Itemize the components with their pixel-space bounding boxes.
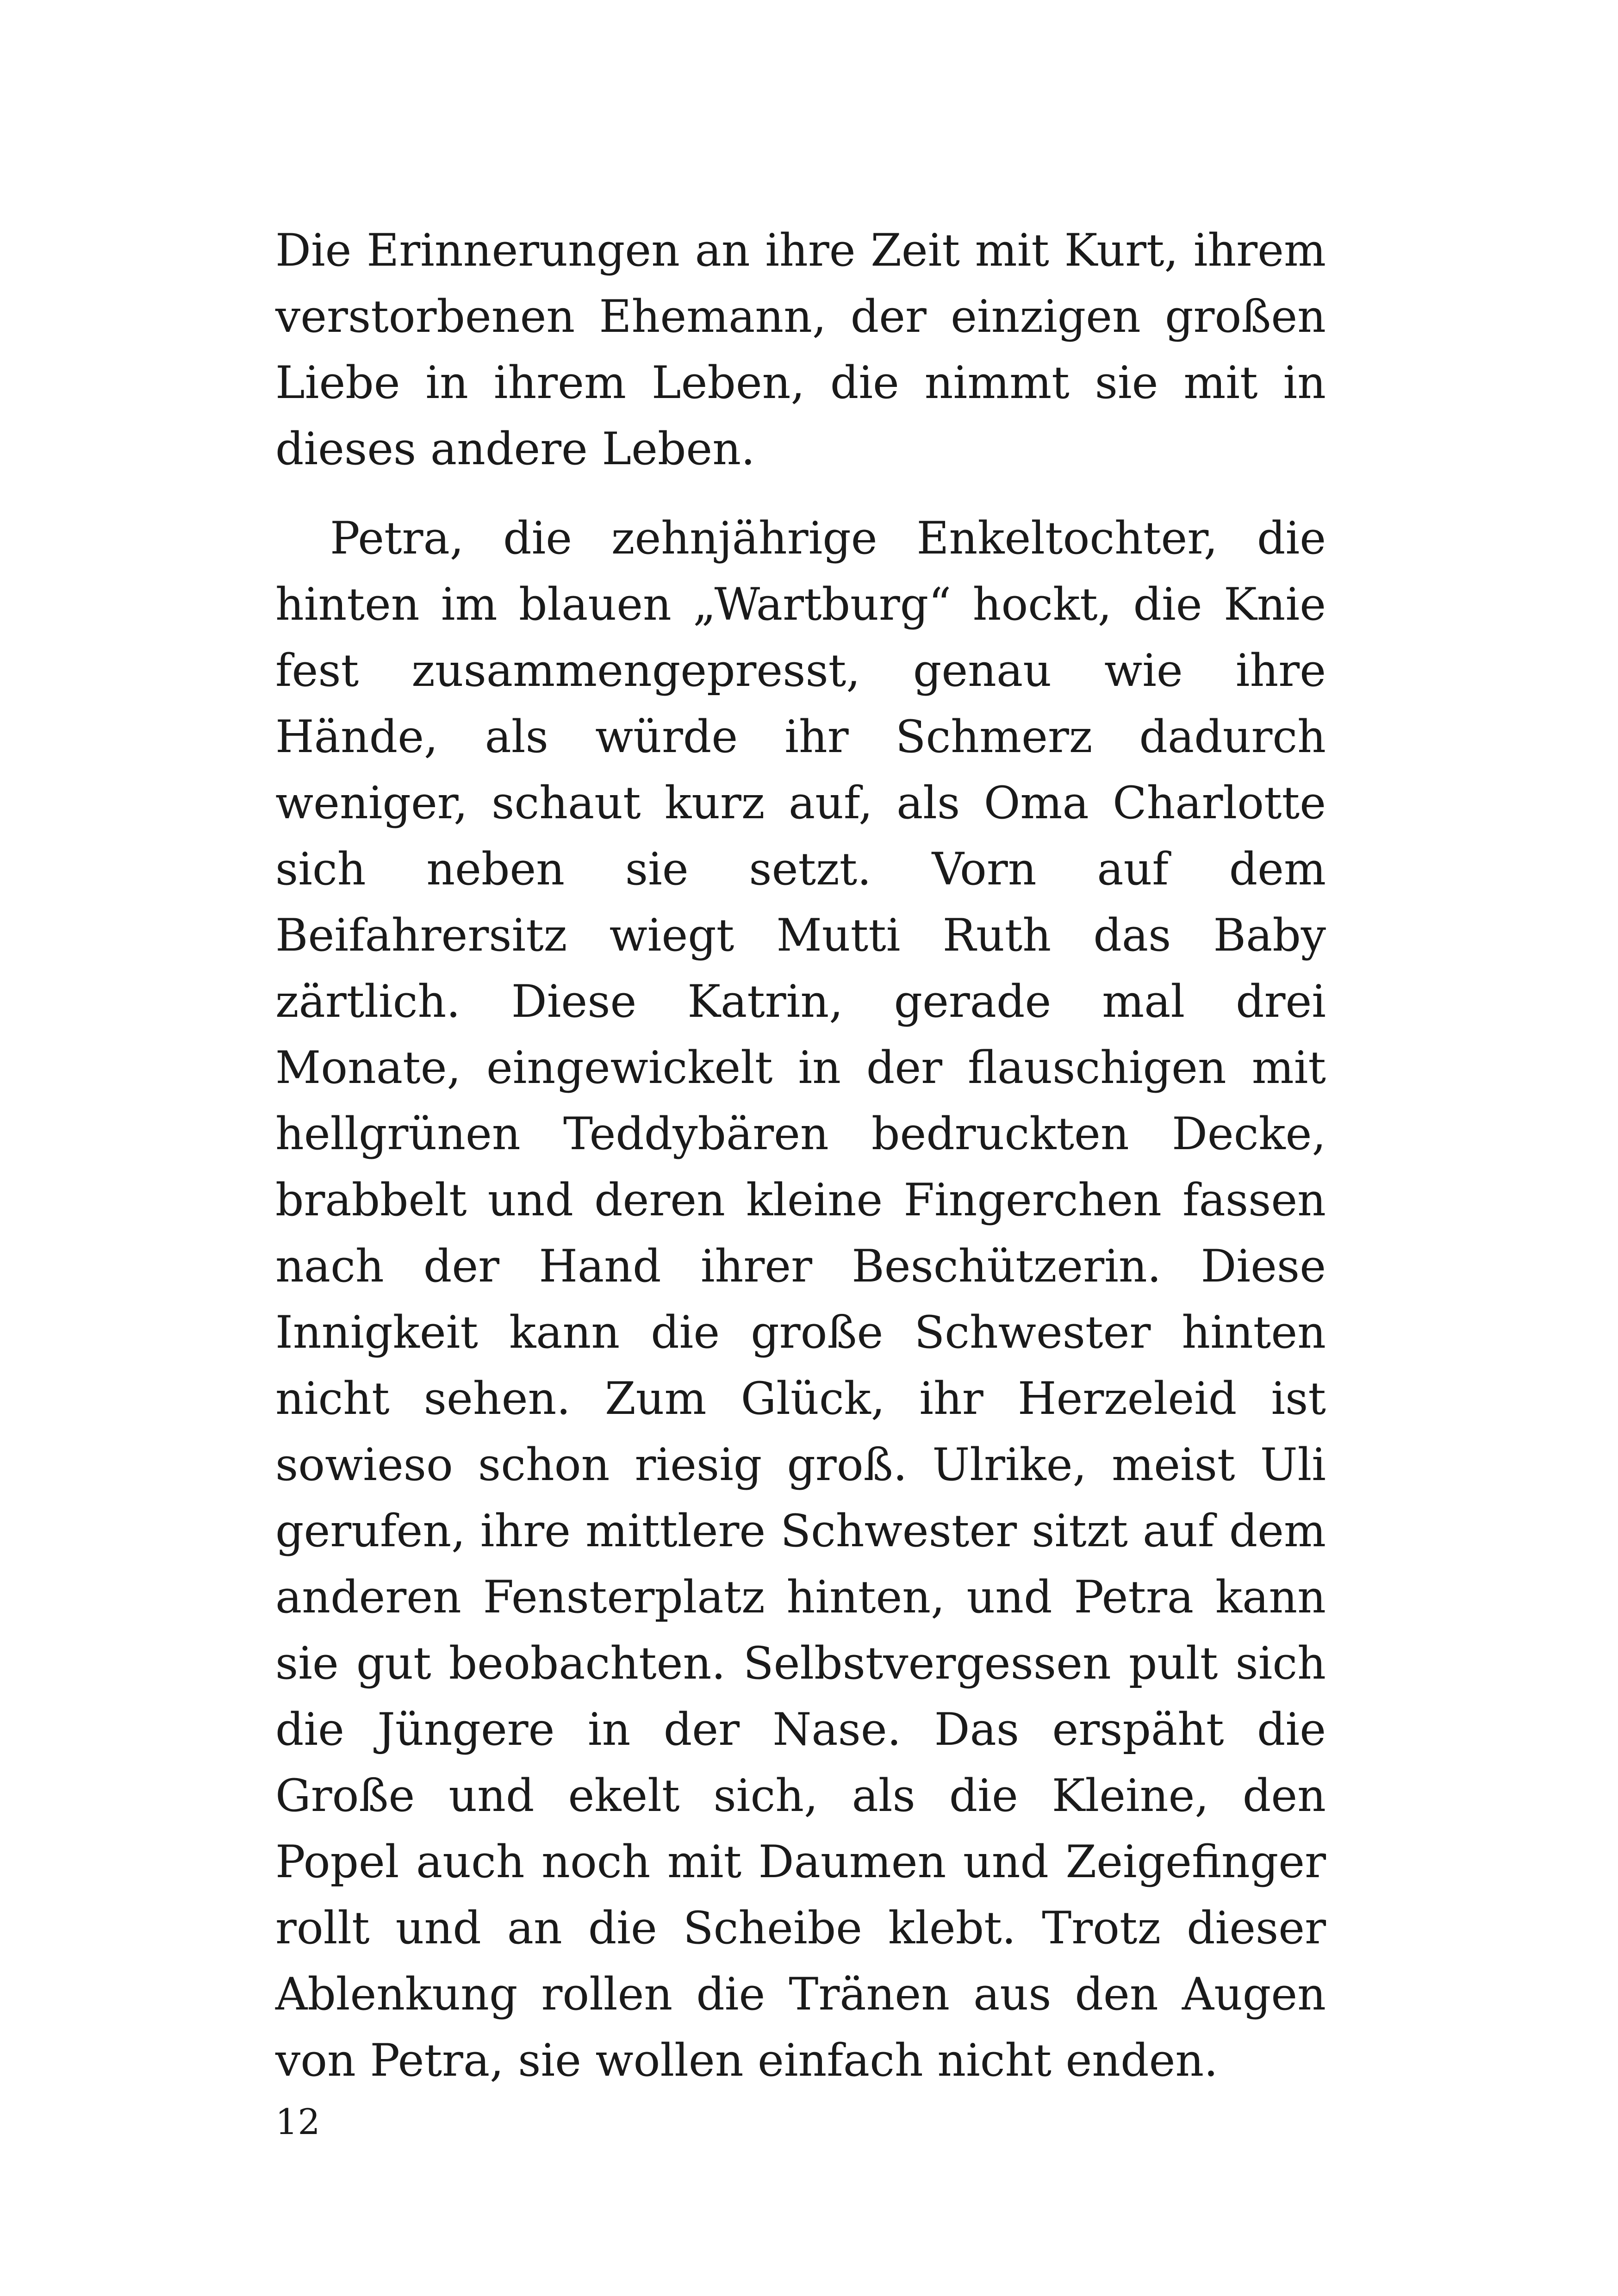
- body-text: [275, 218, 1326, 2094]
- paragraph: Die Erinnerungen an ihre Zeit mit Kurt, ihrem verstorbenen Ehemann, der einzigen großen Liebe in ihrem Leben, die nimmt sie mit in dieses andere Leben.: [275, 224, 1326, 475]
- page-number: 12: [275, 2101, 320, 2142]
- paragraph: Petra, die zehnjährige Enkeltochter, die hinten im blauen „Wartburg“ hockt, die Knie fest zusammengepresst, genau wie ihre Hände, als würde ihr Schmerz dadurch weniger, schaut kurz auf, als Oma Charlotte sich neben sie setzt. Vorn auf dem Beifahrersitz wiegt Mutti Ruth das Baby zärtlich. Diese Katrin, gerade mal drei Monate, eingewickelt in der flauschigen mit hellgrünen Teddybären bedruckten Decke, brabbelt und deren kleine Fingerchen fassen nach der Hand ihrer Beschützerin. Diese Innigkeit kann die große Schwester hinten nicht sehen. Zum Glück, ihr Herzeleid ist sowieso schon riesig groß. Ulrike, meist Uli gerufen, ihre mittlere Schwester sitzt auf dem anderen Fensterplatz hinten, und Petra kann sie gut beobachten. Selbstvergessen pult sich die Jüngere in der Nase. Das erspäht die Große und ekelt sich, als die Kleine, den Popel auch noch mit Daumen und Zeigefinger rollt und an die Scheibe klebt. Trotz dieser Ablenkung rollen die Tränen aus den Augen von Petra, sie wollen einfach nicht enden.: [275, 512, 1326, 2086]
